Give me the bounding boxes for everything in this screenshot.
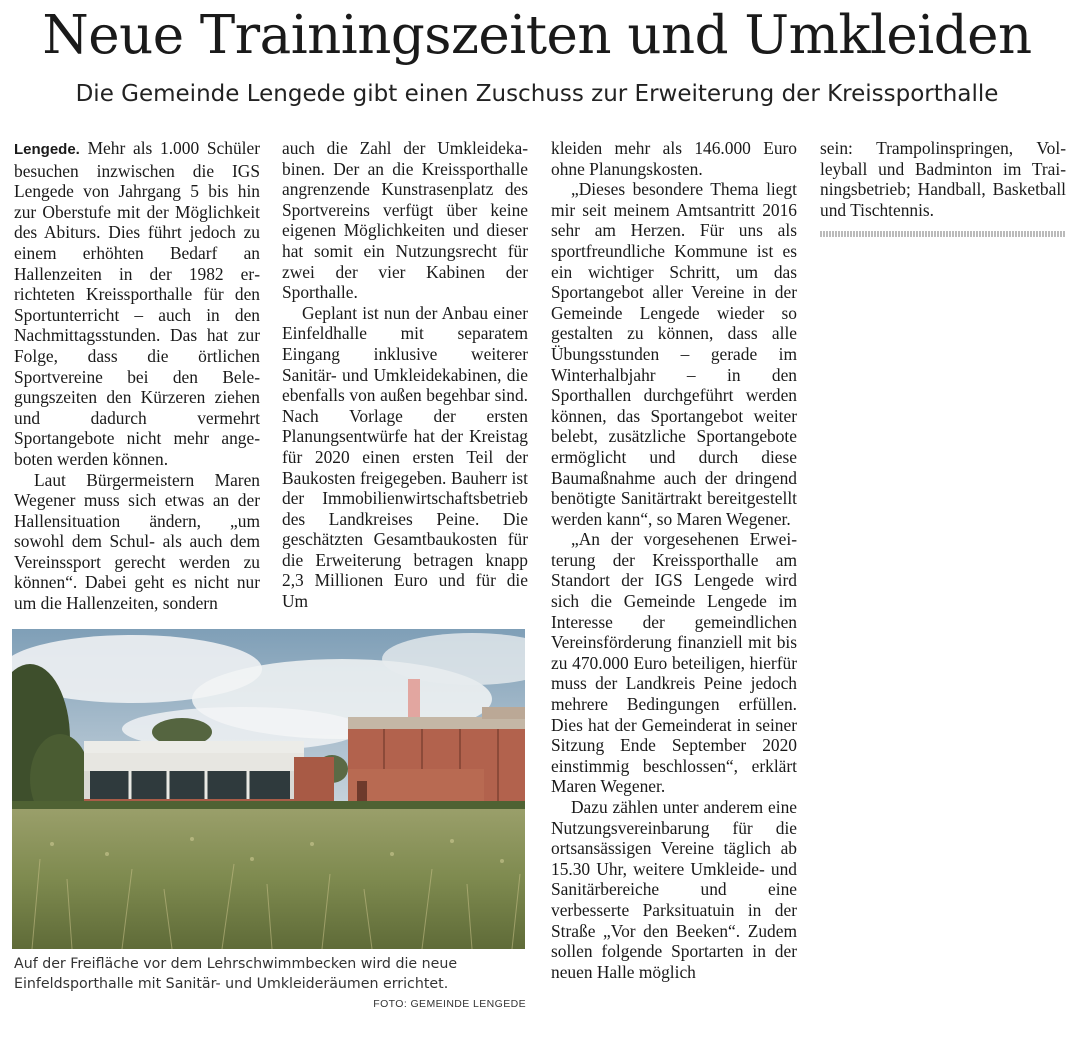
paragraph: Laut Bürgermeistern Maren Wegener muss sich etwas an der Hallensituation ändern, „um sowohl dem Schul- als auch dem Vereinssport gerecht werden zu können“. Dabei geht es nicht nur um die Hallenzeiten, sondern — [14, 469, 260, 614]
paragraph: Dazu zählen unter anderem eine Nutzungsvereinbarung für die ortsansässigen Vereine täglich ab 15.30 Uhr, weitere Umkleide- und Sanitärbereiche und eine verbesserte Parksituatuin in der Straße „Vor den Beeken“. Zudem sollen folgende Sportarten in der neuen Halle möglich — [551, 797, 797, 982]
article-column-3 — [551, 138, 797, 982]
dateline: Lengede. — [14, 141, 80, 158]
paragraph — [14, 138, 260, 470]
article-end-rule — [820, 231, 1066, 237]
headline: Neue Trainingszeiten und Umkleiden — [42, 5, 1032, 66]
article-photo — [12, 629, 525, 949]
subheadline: Die Gemeinde Lengede gibt einen Zuschuss zur Erweiterung der Kreissporthalle — [75, 81, 999, 107]
paragraph: „An der vorgesehenen Erweiterung der Kreissporthalle am Standort der IGS Lengede wird sich die Gemeinde Lengede im Interesse der gemeindlichen Vereinsförderung finanziell mit bis zu 470.000 Euro beteiligen, hierfür muss der Landkreis Peine jedoch mehrere Bedingungen erfüllen. Dies hat der Gemeinderat in seiner Sitzung Ende September 2020 einstimmig beschlossen“, erklärt Maren Wegener. — [551, 529, 797, 797]
article-column-4 — [820, 138, 1066, 220]
paragraph: Geplant ist nun der Anbau einer Einfeldhalle mit separatem Eingang inklusive weiterer Sanitär- und Umkleidekabinen, die ebenfalls von außen begehbar sind. Nach Vorlage der ersten Planungsentwürfe hat der Kreistag für 2020 einen ersten Teil der Baukosten freigegeben. Bauherr ist der Immobilienwirtschaftsbetrieb des Landkreises Peine. Die geschätzten Gesamtbaukosten für die Erweiterung betragen knapp 2,3 Millionen Euro und für die Um — [282, 302, 528, 612]
paragraph-text: Mehr als 1.000 Schüler besuchen inzwischen die IGS Lengede von Jahrgang 5 bis hin zur Oberstufe mit der Möglichkeit des Abiturs. Dies führt jedoch zu einem erhöhten Bedarf an Hallenzeiten in der 1982 errichteten Kreissporthalle für den Sportunterricht – auch in den Nachmittagsstunden. Das hat zur Folge, dass die örtlichen Sportvereine bei den Belegungszeiten den Kürzeren ziehen und dadurch vermehrt Sportangebote nicht mehr angeboten werden können. — [14, 138, 260, 469]
photo-caption: Auf der Freifläche vor dem Lehrschwimmbecken wird die neue Einfeldsporthalle mit Sanitär- und Umkleideräumen errichtet. — [14, 956, 458, 992]
paragraph: sein: Trampolinspringen, Volleyball und Badminton im Trainingsbetrieb; Handball, Basketball und Tischtennis. — [820, 138, 1066, 220]
article-column-2 — [282, 138, 528, 612]
article-column-1 — [14, 138, 260, 614]
sports-hall-photo — [12, 629, 525, 949]
paragraph: auch die Zahl der Umkleidekabinen. Der an die Kreissporthalle angrenzende Kunstrasenplatz des Sportvereins verfügt über keine eigenen Möglichkeiten und dieser hat somit ein Nutzungsrecht für zwei der vier Kabinen der Sporthalle. — [282, 138, 528, 303]
paragraph: kleiden mehr als 146.000 Euro ohne Planungskosten. — [551, 138, 797, 179]
paragraph: „Dieses besondere Thema liegt mir seit meinem Amtsantritt 2016 sehr am Herzen. Für uns als sportfreundliche Kommune ist es ein wichtiger Schritt, um das Sportangebot aller Vereine in der Gemeinde Lengede wieder so gestalten zu können, dass alle Übungsstunden – gerade im Winterhalbjahr – in den Sporthallen durchgeführt werden können, das Sportangebot weiter belebt, zusätzliche Sportangebote ermöglicht und durch diese Baumaßnahme auch der dringend benötigte Sanitärtrakt bereitgestellt werden kann“, so Maren Wegener. — [551, 179, 797, 529]
photo-credit: FOTO: GEMEINDE LENGEDE — [373, 998, 526, 1010]
